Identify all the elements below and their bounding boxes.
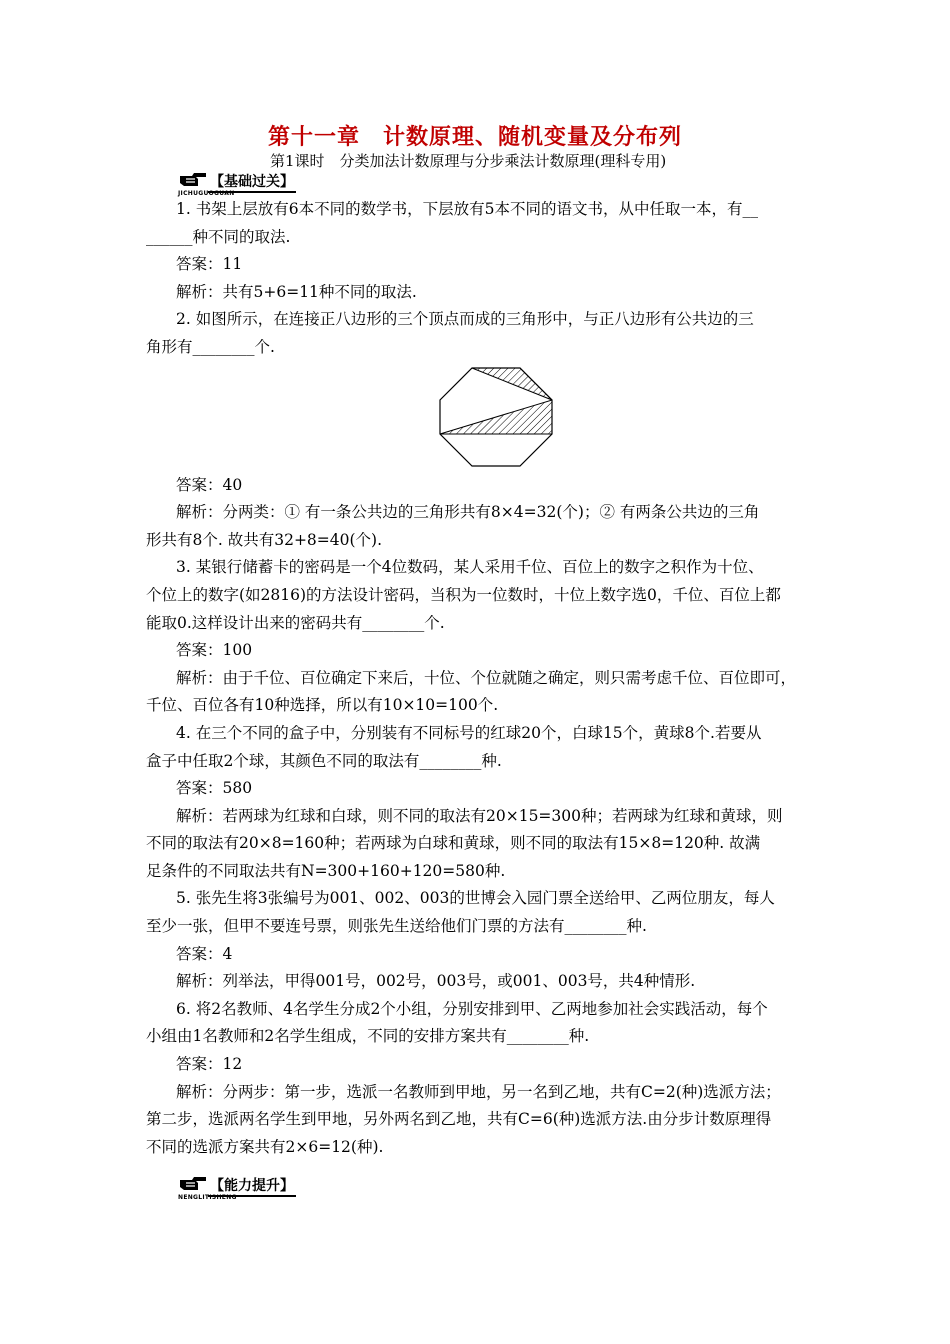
analysis-6-line: 第二步，选派两名学生到甲地，另外两名到乙地，共有C=6(种)选派方法.由分步计数原理得 bbox=[146, 1110, 772, 1129]
octagon-diagram bbox=[436, 362, 556, 472]
exercise-content bbox=[146, 196, 812, 1161]
question-3-line: 3. 某银行储蓄卡的密码是一个4位数码，某人采用千位、百位上的数字之积作为十位、 bbox=[176, 558, 764, 577]
analysis-4-line: 解析：若两球为红球和白球，则不同的取法有20×15=300种；若两球为红球和黄球，则 bbox=[176, 806, 783, 825]
answer-6: 答案：12 bbox=[176, 1055, 243, 1074]
analysis-4-line: 足条件的不同取法共有N=300+160+120=580种. bbox=[146, 861, 506, 880]
section-basic-pinyin: JICHUGUOGUAN bbox=[178, 190, 235, 197]
question-1-line: ______种不同的取法. bbox=[146, 227, 291, 246]
chapter-title: 第十一章 计数原理、随机变量及分布列 bbox=[267, 125, 682, 150]
question-6-line: 小组由1名教师和2名学生组成，不同的安排方案共有________种. bbox=[146, 1027, 590, 1046]
answer-5: 答案：4 bbox=[176, 944, 233, 963]
question-2-line: 2. 如图所示，在连接正八边形的三个顶点而成的三角形中，与正八边形有公共边的三 bbox=[176, 310, 754, 329]
analysis-1: 解析：共有5+6=11种不同的取法. bbox=[176, 282, 417, 301]
answer-2: 答案：40 bbox=[176, 475, 243, 494]
section-basic-label: 【基础过关】 bbox=[208, 171, 296, 193]
analysis-3-line: 解析：由于千位、百位确定下来后，十位、个位就随之确定，则只需考虑千位、百位即可， bbox=[176, 668, 797, 687]
question-4-line: 盒子中任取2个球，其颜色不同的取法有________种. bbox=[146, 751, 502, 770]
analysis-6-line: 不同的选派方案共有2×6=12(种). bbox=[146, 1137, 384, 1156]
section-ability-pinyin: NENGLITISHENG bbox=[178, 1194, 237, 1201]
question-2-line: 角形有________个. bbox=[146, 337, 275, 356]
octagon-figure bbox=[146, 362, 812, 472]
question-5-line: 5. 张先生将3张编号为001、002、003的世博会入园门票全送给甲、乙两位朋友，每人 bbox=[176, 889, 775, 908]
analysis-5: 解析：列举法，甲得001号，002号，003号，或001、003号，共4种情形. bbox=[176, 972, 696, 991]
analysis-2-line: 形共有8个. 故共有32+8=40(个). bbox=[146, 530, 383, 549]
pointing-hand-icon bbox=[178, 1174, 208, 1194]
question-3-line: 能取0.这样设计出来的密码共有________个. bbox=[146, 613, 445, 632]
analysis-2-line: 解析：分两类：① 有一条公共边的三角形共有8×4=32(个)；② 有两条公共边的三角 bbox=[176, 503, 760, 522]
answer-4: 答案：580 bbox=[176, 779, 253, 798]
question-5-line: 至少一张，但甲不要连号票，则张先生送给他们门票的方法有________种. bbox=[146, 917, 647, 936]
analysis-6-line: 解析：分两步：第一步，选派一名教师到甲地，另一名到乙地，共有C=2(种)选派方法； bbox=[176, 1082, 781, 1101]
lesson-title: 第1课时 分类加法计数原理与分步乘法计数原理(理科专用) bbox=[270, 152, 667, 170]
pointing-hand-icon bbox=[178, 170, 208, 190]
question-6-line: 6. 将2名教师、4名学生分成2个小组，分别安排到甲、乙两地参加社会实践活动，每个 bbox=[176, 999, 768, 1018]
question-1-line: 1. 书架上层放有6本不同的数学书，下层放有5本不同的语文书，从中任取一本，有__ bbox=[176, 200, 758, 218]
question-4-line: 4. 在三个不同的盒子中，分别装有不同标号的红球20个，白球15个，黄球8个.若要从 bbox=[176, 723, 762, 742]
question-3-line: 个位上的数字(如2816)的方法设计密码，当积为一位数时，十位上数字选0，千位、百位上都 bbox=[146, 585, 781, 604]
section-ability-label: 【能力提升】 bbox=[208, 1175, 296, 1197]
analysis-4-line: 不同的取法有20×8=160种；若两球为白球和黄球，则不同的取法有15×8=120种. 故满 bbox=[146, 834, 761, 853]
analysis-3-line: 千位、百位各有10种选择，所以有10×10=100个. bbox=[146, 696, 499, 715]
answer-1: 答案：11 bbox=[176, 255, 243, 274]
answer-3: 答案：100 bbox=[176, 641, 253, 660]
